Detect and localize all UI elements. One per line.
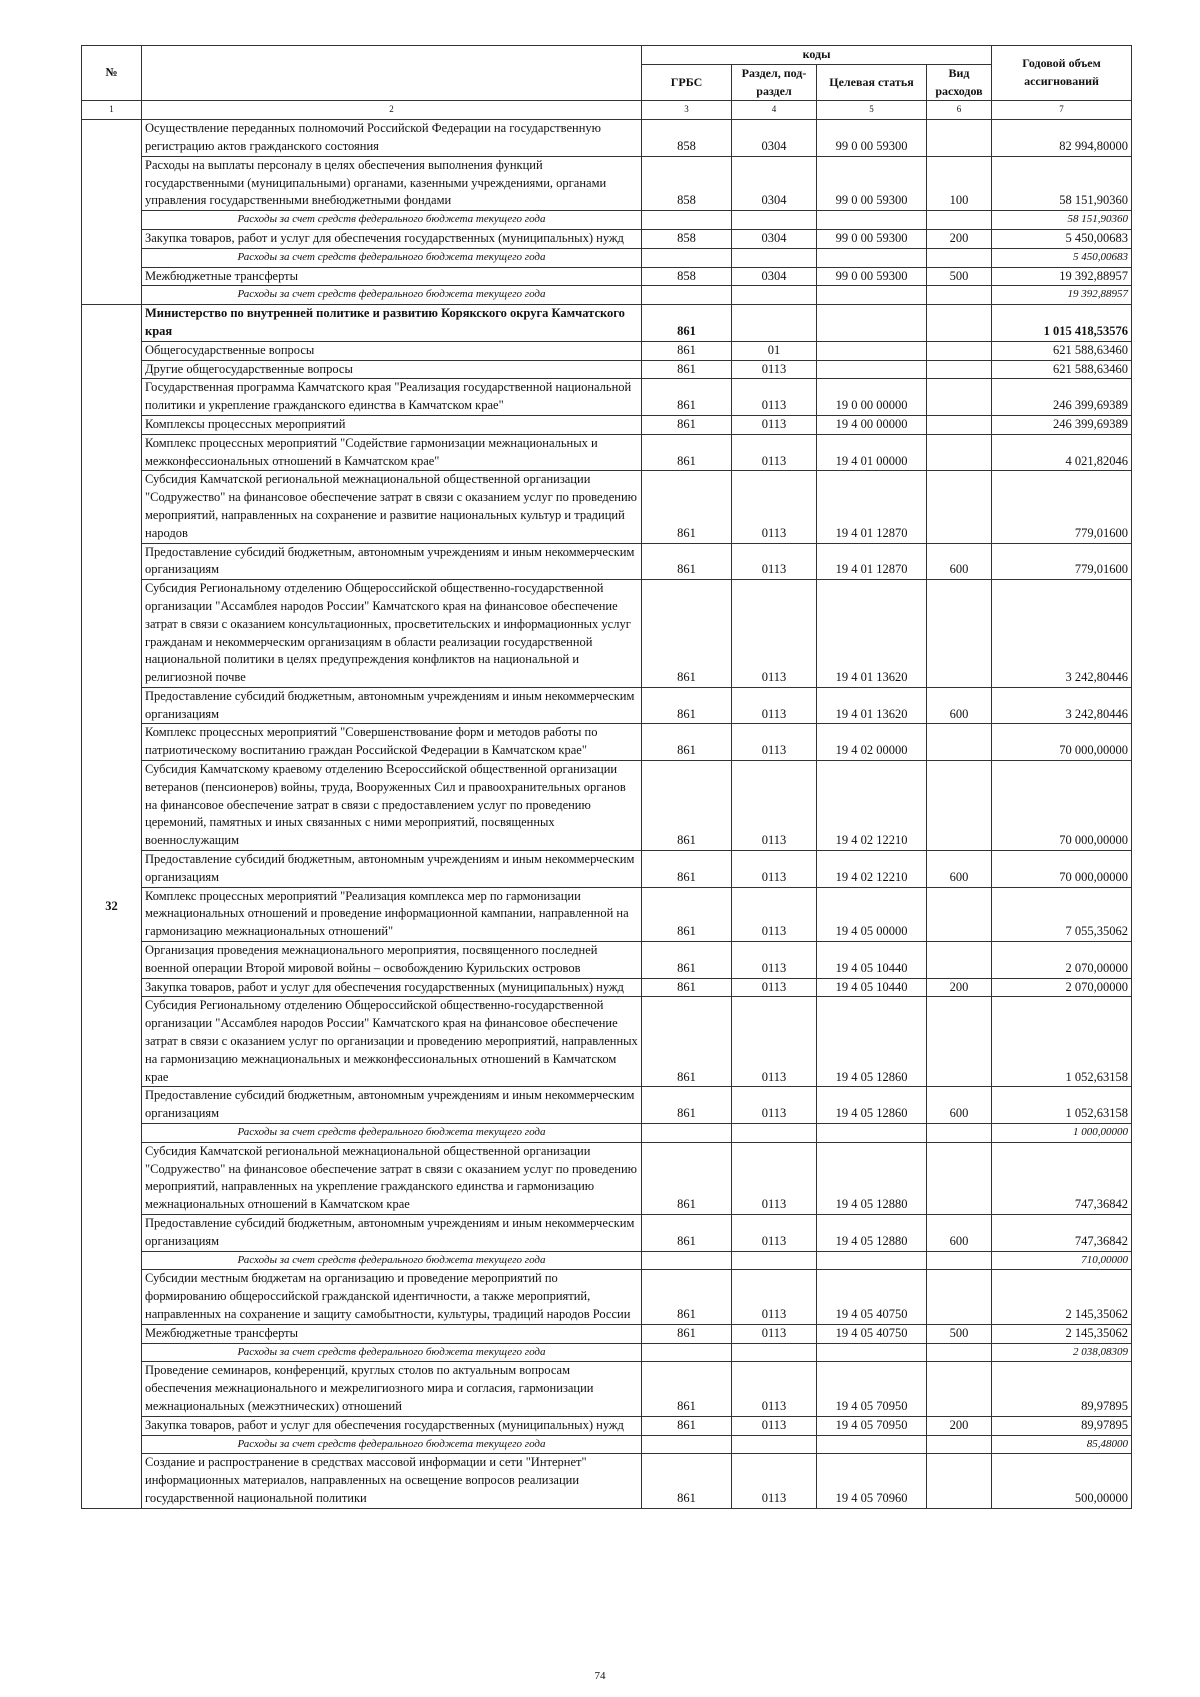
row-vid: [927, 1343, 992, 1362]
row-name: Государственная программа Камчатского края "Реализация государственной национальной политики и укрепление гражданского единства в Камчатском крае": [142, 379, 642, 416]
row-vid: [927, 305, 992, 342]
page-number: 74: [594, 1670, 606, 1682]
row-razdel: [732, 286, 817, 305]
row-vid: [927, 415, 992, 434]
row-name: Субсидия Камчатскому краевому отделению Всероссийской общественной организации ветеранов (пенсионеров) войны, труда, Вооруженных Сил и правоохранительных органов на финансовое обеспечение затрат в связи с предоставлением услуг по проведению церемоний, памятных и иных связанных с ними мероприятий, посвященных военнослужащим: [142, 761, 642, 851]
row-razdel: 0113: [732, 415, 817, 434]
row-target: 19 4 01 12870: [817, 543, 927, 580]
row-target: [817, 341, 927, 360]
header-codes: коды: [642, 46, 992, 65]
row-target: [817, 360, 927, 379]
table-row: [82, 978, 1132, 997]
header-grbs: ГРБС: [642, 64, 732, 101]
row-target: 19 4 02 12210: [817, 761, 927, 851]
column-index: 1: [82, 101, 142, 120]
table-row: [82, 1142, 1132, 1214]
row-grbs: 861: [642, 1215, 732, 1252]
row-razdel: 0113: [732, 887, 817, 941]
row-name: Предоставление субсидий бюджетным, автономным учреждениям и иным некоммерческим организациям: [142, 543, 642, 580]
table-row: [82, 341, 1132, 360]
row-amount: 1 052,63158: [992, 1087, 1132, 1124]
row-grbs: 861: [642, 341, 732, 360]
row-target: [817, 1343, 927, 1362]
column-index: 5: [817, 101, 927, 120]
row-target: 99 0 00 59300: [817, 229, 927, 248]
column-index: 3: [642, 101, 732, 120]
table-row: [82, 379, 1132, 416]
row-grbs: 861: [642, 415, 732, 434]
row-vid: [927, 887, 992, 941]
row-amount: 621 588,63460: [992, 360, 1132, 379]
row-name: Межбюджетные трансферты: [142, 267, 642, 286]
table-row: [82, 229, 1132, 248]
row-target: 99 0 00 59300: [817, 267, 927, 286]
row-grbs: [642, 286, 732, 305]
header-target: Целевая статья: [817, 64, 927, 101]
row-vid: [927, 997, 992, 1087]
row-razdel: 0113: [732, 434, 817, 471]
row-amount: 19 392,88957: [992, 286, 1132, 305]
row-amount: 58 151,90360: [992, 211, 1132, 230]
row-vid: [927, 1454, 992, 1508]
row-target: 19 4 05 12880: [817, 1142, 927, 1214]
row-vid: 200: [927, 1416, 992, 1435]
row-amount: 2 070,00000: [992, 978, 1132, 997]
row-target: 19 4 02 00000: [817, 724, 927, 761]
table-row: [82, 851, 1132, 888]
table-row: [82, 942, 1132, 979]
row-name: Осуществление переданных полномочий Российской Федерации на государственную регистрацию актов гражданского состояния: [142, 120, 642, 157]
header-razdel: Раздел, под-раздел: [732, 64, 817, 101]
table-row: [82, 471, 1132, 543]
column-index: 7: [992, 101, 1132, 120]
row-razdel: [732, 1124, 817, 1143]
table-row: [82, 887, 1132, 941]
row-razdel: [732, 1343, 817, 1362]
row-vid: [927, 1251, 992, 1270]
row-amount: 747,36842: [992, 1215, 1132, 1252]
row-target: 19 4 05 12860: [817, 997, 927, 1087]
row-amount: 70 000,00000: [992, 851, 1132, 888]
row-grbs: 861: [642, 942, 732, 979]
row-vid: 200: [927, 229, 992, 248]
row-grbs: 861: [642, 580, 732, 688]
row-target: 19 4 01 12870: [817, 471, 927, 543]
row-name: Субсидия Региональному отделению Общероссийской общественно-государственной организации "Ассамблея народов России" Камчатского края на финансовое обеспечение затрат в связи с оказанием консультационных, просветительских и информационных услуг гражданам и некоммерческим организациям в области реализации государственной национальной политики в целях предупреждения конфликтов на национальной и религиозной почве: [142, 580, 642, 688]
row-vid: [927, 341, 992, 360]
row-target: [817, 248, 927, 267]
row-razdel: 0304: [732, 156, 817, 210]
row-grbs: 861: [642, 851, 732, 888]
row-grbs: 861: [642, 687, 732, 724]
row-target: 19 4 05 40750: [817, 1270, 927, 1324]
row-amount: 85,48000: [992, 1435, 1132, 1454]
federal-budget-row: [82, 248, 1132, 267]
row-vid: [927, 724, 992, 761]
table-row: [82, 1362, 1132, 1416]
row-name: Предоставление субсидий бюджетным, автономным учреждениям и иным некоммерческим организациям: [142, 1215, 642, 1252]
table-row: [82, 543, 1132, 580]
row-grbs: 861: [642, 305, 732, 342]
row-name: Расходы за счет средств федерального бюджета текущего года: [142, 248, 642, 267]
row-vid: 200: [927, 978, 992, 997]
row-amount: 2 070,00000: [992, 942, 1132, 979]
row-amount: 2 145,35062: [992, 1324, 1132, 1343]
row-amount: 246 399,69389: [992, 415, 1132, 434]
row-name: Расходы за счет средств федерального бюджета текущего года: [142, 286, 642, 305]
row-target: 99 0 00 59300: [817, 120, 927, 157]
row-grbs: 858: [642, 120, 732, 157]
row-amount: 2 145,35062: [992, 1270, 1132, 1324]
table-row: [82, 1215, 1132, 1252]
table-row: [82, 156, 1132, 210]
row-razdel: 0113: [732, 1142, 817, 1214]
row-amount: 70 000,00000: [992, 761, 1132, 851]
row-grbs: 861: [642, 434, 732, 471]
row-name: Общегосударственные вопросы: [142, 341, 642, 360]
row-vid: [927, 1270, 992, 1324]
row-name: Субсидия Камчатской региональной межнациональной общественной организации "Содружество" на финансовое обеспечение затрат в связи с оказанием услуг по проведению мероприятий, направленных на укрепление гражданского единства и гармонизацию межнациональных отношений в Камчатском крае: [142, 1142, 642, 1214]
row-razdel: 0113: [732, 687, 817, 724]
row-amount: 2 038,08309: [992, 1343, 1132, 1362]
row-name: Создание и распространение в средствах массовой информации и сети "Интернет" информационных материалов, направленных на освещение вопросов реализации государственной национальной политики: [142, 1454, 642, 1508]
row-amount: 3 242,80446: [992, 687, 1132, 724]
row-vid: [927, 211, 992, 230]
row-amount: 500,00000: [992, 1454, 1132, 1508]
table-row: [82, 434, 1132, 471]
row-razdel: 0304: [732, 267, 817, 286]
row-razdel: 0113: [732, 1454, 817, 1508]
federal-budget-row: [82, 1124, 1132, 1143]
table-row: [82, 120, 1132, 157]
row-grbs: [642, 248, 732, 267]
row-target: 19 4 05 70960: [817, 1454, 927, 1508]
row-name: Предоставление субсидий бюджетным, автономным учреждениям и иным некоммерческим организациям: [142, 1087, 642, 1124]
row-target: 19 4 05 12860: [817, 1087, 927, 1124]
row-amount: 89,97895: [992, 1362, 1132, 1416]
row-amount: 710,00000: [992, 1251, 1132, 1270]
row-target: [817, 286, 927, 305]
row-target: 19 4 02 12210: [817, 851, 927, 888]
row-target: [817, 211, 927, 230]
row-vid: 500: [927, 1324, 992, 1343]
row-vid: 100: [927, 156, 992, 210]
row-vid: 600: [927, 1215, 992, 1252]
header-vid: Вид расходов: [927, 64, 992, 101]
row-razdel: 0113: [732, 1087, 817, 1124]
row-grbs: 861: [642, 471, 732, 543]
row-vid: [927, 1362, 992, 1416]
row-name: Министерство по внутренней политике и развитию Корякского округа Камчатского края: [142, 305, 642, 342]
header-annual: Годовой объем ассигнований: [992, 46, 1132, 101]
table-row: [82, 687, 1132, 724]
row-amount: 19 392,88957: [992, 267, 1132, 286]
row-razdel: 0113: [732, 997, 817, 1087]
row-razdel: 0113: [732, 543, 817, 580]
row-grbs: 861: [642, 1362, 732, 1416]
row-grbs: 861: [642, 379, 732, 416]
row-razdel: 0113: [732, 1362, 817, 1416]
row-grbs: 861: [642, 978, 732, 997]
row-grbs: [642, 211, 732, 230]
row-amount: 1 015 418,53576: [992, 305, 1132, 342]
row-amount: 621 588,63460: [992, 341, 1132, 360]
row-name: Предоставление субсидий бюджетным, автономным учреждениям и иным некоммерческим организациям: [142, 687, 642, 724]
row-grbs: 861: [642, 1270, 732, 1324]
row-target: 19 4 00 00000: [817, 415, 927, 434]
row-amount: 58 151,90360: [992, 156, 1132, 210]
table-row: [82, 415, 1132, 434]
table-row: [82, 1324, 1132, 1343]
row-name: Закупка товаров, работ и услуг для обеспечения государственных (муниципальных) нужд: [142, 978, 642, 997]
row-vid: [927, 1142, 992, 1214]
row-grbs: 861: [642, 360, 732, 379]
row-target: [817, 305, 927, 342]
row-razdel: 0304: [732, 120, 817, 157]
row-grbs: 861: [642, 887, 732, 941]
row-vid: [927, 942, 992, 979]
row-name: Расходы за счет средств федерального бюджета текущего года: [142, 1343, 642, 1362]
row-name: Закупка товаров, работ и услуг для обеспечения государственных (муниципальных) нужд: [142, 229, 642, 248]
row-razdel: [732, 211, 817, 230]
row-vid: [927, 360, 992, 379]
table-row: [82, 761, 1132, 851]
row-name: Комплекс процессных мероприятий "Совершенствование форм и методов работы по патриотическому воспитанию граждан Российской Федерации в Камчатском крае": [142, 724, 642, 761]
row-target: 19 4 01 13620: [817, 687, 927, 724]
row-name: Субсидия Камчатской региональной межнациональной общественной организации "Содружество" на финансовое обеспечение затрат в связи с оказанием услуг по проведению мероприятий, направленных на сохранение и развитие национальных культур и традиций народов: [142, 471, 642, 543]
row-vid: 500: [927, 267, 992, 286]
row-vid: [927, 471, 992, 543]
row-vid: [927, 248, 992, 267]
table-row: [82, 724, 1132, 761]
row-amount: 5 450,00683: [992, 229, 1132, 248]
row-name: Расходы за счет средств федерального бюджета текущего года: [142, 1251, 642, 1270]
row-name: Расходы за счет средств федерального бюджета текущего года: [142, 1435, 642, 1454]
table-row: [82, 1270, 1132, 1324]
column-index: 2: [142, 101, 642, 120]
row-target: [817, 1251, 927, 1270]
federal-budget-row: [82, 286, 1132, 305]
row-target: [817, 1124, 927, 1143]
row-target: 19 4 05 12880: [817, 1215, 927, 1252]
federal-budget-row: [82, 211, 1132, 230]
header-name: [142, 46, 642, 101]
row-grbs: 858: [642, 229, 732, 248]
row-number-cell: [82, 120, 142, 305]
row-target: 19 4 05 00000: [817, 887, 927, 941]
row-razdel: 0113: [732, 360, 817, 379]
row-grbs: [642, 1435, 732, 1454]
row-vid: [927, 1435, 992, 1454]
row-razdel: [732, 248, 817, 267]
column-index: 4: [732, 101, 817, 120]
row-amount: 89,97895: [992, 1416, 1132, 1435]
row-razdel: [732, 1435, 817, 1454]
row-name: Расходы за счет средств федерального бюджета текущего года: [142, 211, 642, 230]
budget-table: [81, 45, 1132, 1509]
row-amount: 7 055,35062: [992, 887, 1132, 941]
row-grbs: 861: [642, 543, 732, 580]
row-grbs: 861: [642, 1416, 732, 1435]
row-razdel: 0113: [732, 471, 817, 543]
row-grbs: [642, 1343, 732, 1362]
table-row: [82, 267, 1132, 286]
row-razdel: 0113: [732, 1324, 817, 1343]
row-grbs: 861: [642, 1454, 732, 1508]
table-row: [82, 580, 1132, 688]
row-razdel: [732, 1251, 817, 1270]
row-amount: 1 000,00000: [992, 1124, 1132, 1143]
row-amount: 4 021,82046: [992, 434, 1132, 471]
row-vid: [927, 1124, 992, 1143]
row-grbs: 861: [642, 1087, 732, 1124]
row-name: Проведение семинаров, конференций, круглых столов по актуальным вопросам обеспечения межнационального и межрелигиозного мира и согласия, гармонизации межнациональных (межэтнических) отношений: [142, 1362, 642, 1416]
row-name: Расходы на выплаты персоналу в целях обеспечения выполнения функций государственными (муниципальными) органами, казенными учреждениями, органами управления государственными внебюджетными фондами: [142, 156, 642, 210]
row-name: Другие общегосударственные вопросы: [142, 360, 642, 379]
row-name: Субсидия Региональному отделению Общероссийской общественно-государственной организации "Ассамблея народов России" Камчатского края на финансовое обеспечение затрат в связи с оказанием услуг по организации и проведению мероприятий, направленных на гармонизацию межнациональных и межконфессиональных отношений в Камчатском крае: [142, 997, 642, 1087]
row-grbs: 861: [642, 997, 732, 1087]
row-razdel: [732, 305, 817, 342]
row-razdel: 0113: [732, 978, 817, 997]
row-target: [817, 1435, 927, 1454]
federal-budget-row: [82, 1343, 1132, 1362]
row-razdel: 0304: [732, 229, 817, 248]
row-razdel: 01: [732, 341, 817, 360]
column-index-row: [82, 101, 1132, 120]
row-grbs: 858: [642, 267, 732, 286]
row-amount: 82 994,80000: [992, 120, 1132, 157]
row-target: 99 0 00 59300: [817, 156, 927, 210]
row-vid: 600: [927, 543, 992, 580]
table-row: [82, 305, 1132, 342]
row-vid: [927, 379, 992, 416]
row-grbs: 861: [642, 761, 732, 851]
row-vid: 600: [927, 1087, 992, 1124]
row-name: Комплекс процессных мероприятий "Реализация комплекса мер по гармонизации межнациональных отношений и проведение информационной кампании, направленной на гармонизацию межнациональных отношений": [142, 887, 642, 941]
table-row: [82, 360, 1132, 379]
row-grbs: 858: [642, 156, 732, 210]
row-amount: 779,01600: [992, 543, 1132, 580]
row-razdel: 0113: [732, 1215, 817, 1252]
row-vid: [927, 434, 992, 471]
row-number-cell: 32: [82, 305, 142, 1509]
row-grbs: 861: [642, 724, 732, 761]
row-name: Закупка товаров, работ и услуг для обеспечения государственных (муниципальных) нужд: [142, 1416, 642, 1435]
column-index: 6: [927, 101, 992, 120]
row-grbs: 861: [642, 1142, 732, 1214]
row-target: 19 4 05 70950: [817, 1362, 927, 1416]
row-grbs: 861: [642, 1324, 732, 1343]
federal-budget-row: [82, 1251, 1132, 1270]
row-name: Субсидии местным бюджетам на организацию и проведение мероприятий по формированию общероссийской гражданской идентичности, а также мероприятий, направленных на сохранение и защиту самобытности, культуры, традиций народов России: [142, 1270, 642, 1324]
row-name: Организация проведения межнационального мероприятия, посвященного последней военной операции Второй мировой войны – освобождению Курильских островов: [142, 942, 642, 979]
row-name: Комплекс процессных мероприятий "Содействие гармонизации межнациональных и межконфессиональных отношений в Камчатском крае": [142, 434, 642, 471]
row-grbs: [642, 1124, 732, 1143]
table-row: [82, 997, 1132, 1087]
row-razdel: 0113: [732, 1416, 817, 1435]
row-name: Расходы за счет средств федерального бюджета текущего года: [142, 1124, 642, 1143]
row-razdel: 0113: [732, 580, 817, 688]
table-row: [82, 1416, 1132, 1435]
row-grbs: [642, 1251, 732, 1270]
row-target: 19 0 00 00000: [817, 379, 927, 416]
row-amount: 779,01600: [992, 471, 1132, 543]
row-vid: 600: [927, 851, 992, 888]
row-target: 19 4 01 00000: [817, 434, 927, 471]
row-amount: 1 052,63158: [992, 997, 1132, 1087]
row-name: Предоставление субсидий бюджетным, автономным учреждениям и иным некоммерческим организациям: [142, 851, 642, 888]
row-vid: 600: [927, 687, 992, 724]
header-num: №: [82, 46, 142, 101]
row-amount: 747,36842: [992, 1142, 1132, 1214]
table-row: [82, 1087, 1132, 1124]
row-amount: 246 399,69389: [992, 379, 1132, 416]
federal-budget-row: [82, 1435, 1132, 1454]
row-vid: [927, 120, 992, 157]
table-body: [82, 120, 1132, 1509]
row-razdel: 0113: [732, 724, 817, 761]
header-row-1: [82, 46, 1132, 65]
row-razdel: 0113: [732, 379, 817, 416]
row-razdel: 0113: [732, 761, 817, 851]
row-vid: [927, 580, 992, 688]
row-name: Комплексы процессных мероприятий: [142, 415, 642, 434]
row-razdel: 0113: [732, 942, 817, 979]
row-vid: [927, 761, 992, 851]
row-target: 19 4 05 10440: [817, 942, 927, 979]
row-amount: 5 450,00683: [992, 248, 1132, 267]
row-target: 19 4 05 40750: [817, 1324, 927, 1343]
row-name: Межбюджетные трансферты: [142, 1324, 642, 1343]
row-amount: 70 000,00000: [992, 724, 1132, 761]
row-target: 19 4 01 13620: [817, 580, 927, 688]
row-razdel: 0113: [732, 1270, 817, 1324]
row-razdel: 0113: [732, 851, 817, 888]
row-target: 19 4 05 70950: [817, 1416, 927, 1435]
table-row: [82, 1454, 1132, 1508]
row-amount: 3 242,80446: [992, 580, 1132, 688]
row-target: 19 4 05 10440: [817, 978, 927, 997]
row-vid: [927, 286, 992, 305]
